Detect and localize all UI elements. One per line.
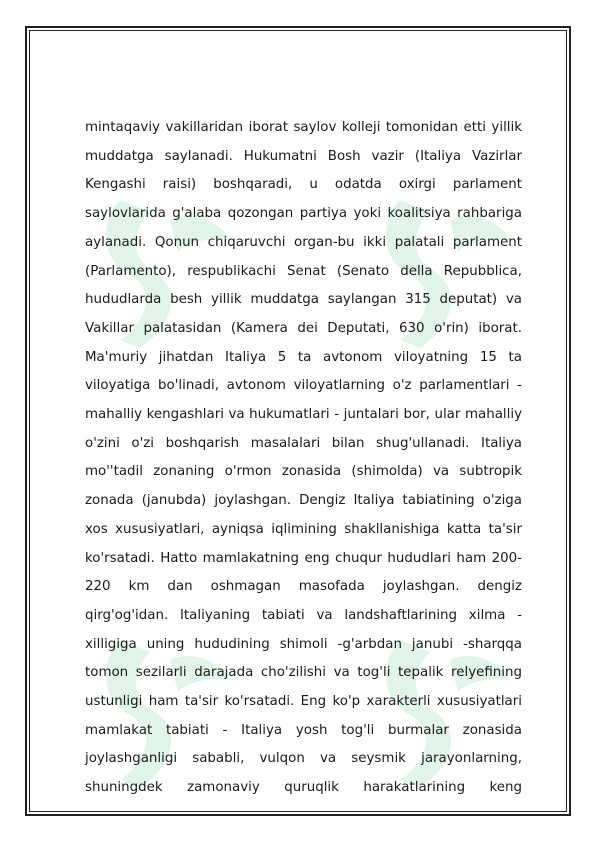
document-body: [85, 114, 522, 803]
body-paragraph: mintaqaviy vakillaridan iborat saylov kolleji tomonidan etti yillik muddatga saylanadi. Hukumatni Bosh vazir (Italiya Vazirlar Kengashi raisi) boshqaradi, u odatda oxirgi parlament saylovlarida g'alaba qozongan partiya yoki koalitsiya rahbariga aylanadi. Qonun chiqaruvchi organ-bu ikki palatali parlament (Parlamento), respublikachi Senat (Senato della Repubblica, hududlarda besh yillik muddatga saylangan 315 deputat) va Vakillar palatasidan (Kamera dei Deputati, 630 o'rin) iborat. Ma'muriy jihatdan Italiya 5 ta avtonom viloyatning 15 ta viloyatiga bo'linadi, avtonom viloyatlarning o'z parlamentlari - mahalliy kengashlari va hukumatlari - juntalari bor, ular mahalliy o'zini o'zi boshqarish masalalari bilan shug'ullanadi. Italiya mo''tadil zonaning o'rmon zonasida (shimolda) va subtropik zonada (janubda) joylashgan. Dengiz Italiya tabiatining o'ziga xos xususiyatlari, ayniqsa iqlimining shakllanishiga katta ta'sir ko'rsatadi. Hatto mamlakatning eng chuqur hududlari ham 200-220 km dan oshmagan masofada joylashgan. dengiz qirg'og'idan. Italiyaning tabiati va landshaftlarining xilma -xilligiga uning hududining shimoli -g'arbdan janubi -sharqqa tomon sezilarli darajada cho'zilishi va tog'li tepalik relyefining ustunligi ham ta'sir ko'rsatadi. Eng ko'p xarakterli xususiyatlari mamlakat tabiati - Italiya yosh tog'li burmalar zonasida joylashganligi sababli, vulqon va seysmik jarayonlarning, shuningdek zamonaviy quruqlik harakatlarining keng: [85, 120, 522, 796]
